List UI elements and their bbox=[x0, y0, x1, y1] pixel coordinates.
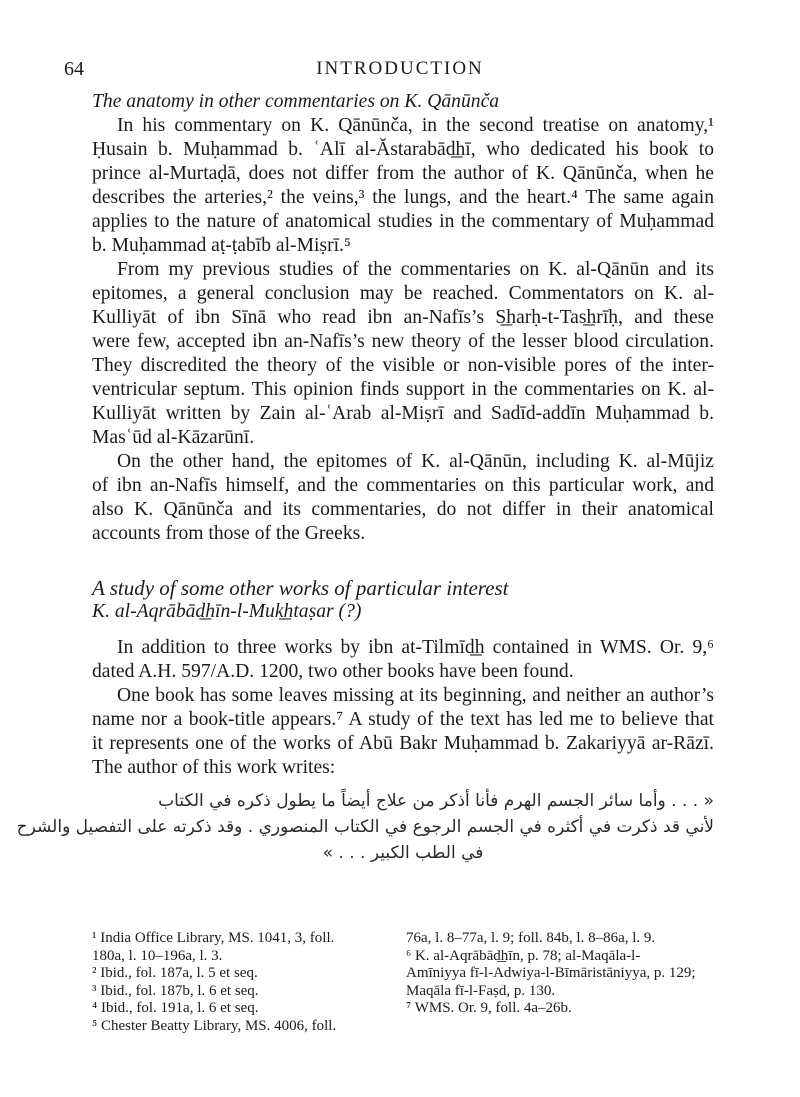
text-line: also K. Qānūnča and its commentaries, do not differ in their anatomical bbox=[92, 499, 714, 520]
arabic-line: في الطب الكبير . . . » bbox=[322, 843, 484, 863]
text-line: dated A.H. 597/A.D. 1200, two other books have been found. bbox=[92, 661, 574, 682]
text-line: Ḥusain b. Muḥammad b. ʿAlī al-Ăstarabād͟hī, who dedicated his book to bbox=[92, 139, 714, 160]
arabic-quotation bbox=[16, 788, 714, 866]
footnote-2: ² Ibid., fol. 187a, l. 5 et seq. bbox=[92, 965, 258, 982]
footnote-3: ³ Ibid., fol. 187b, l. 6 et seq. bbox=[92, 982, 259, 999]
body-text bbox=[16, 90, 714, 866]
paragraph-5 bbox=[92, 684, 714, 780]
text-line: Masʿūd al-Kāzarūnī. bbox=[92, 427, 255, 448]
footnote-6-cont: Maqāla fī-l-Faṣd, p. 130. bbox=[406, 982, 556, 999]
text-line: epitomes, a general conclusion may be reached. Commentators on K. al- bbox=[92, 283, 714, 304]
footnote-5-cont: 76a, l. 8–77a, l. 9; foll. 84b, l. 8–86a, l. 9. bbox=[406, 930, 656, 946]
text-line: name nor a book-title appears.⁷ A study of the text has led me to believe that bbox=[92, 709, 714, 730]
page-number: 64 bbox=[64, 58, 84, 80]
text-line: applies to the nature of anatomical studies in the commentary of Muḥammad bbox=[92, 211, 714, 232]
footnotes-left-column bbox=[92, 930, 392, 1036]
text-line: They discredited the theory of the visible or non-visible pores of the inter- bbox=[92, 355, 714, 376]
text-line: ventricular septum. This opinion finds support in the commentaries on K. al- bbox=[92, 379, 714, 400]
footnote-1: ¹ India Office Library, MS. 1041, 3, foll. bbox=[92, 930, 335, 946]
footnote-7: ⁷ WMS. Or. 9, foll. 4a–26b. bbox=[406, 1000, 572, 1017]
text-line: accounts from those of the Greeks. bbox=[92, 523, 366, 544]
text-line: b. Muḥammad aṭ-ṭabīb al-Miṣrī.⁵ bbox=[92, 235, 351, 256]
footnote-6-cont: Amīniyya fī-l-Adwiya-l-Bīmāristāniyya, p. 129; bbox=[406, 965, 696, 982]
text-line: On the other hand, the epitomes of K. al-Qānūn, including K. al-Mūjiz bbox=[117, 451, 714, 472]
paragraph-1 bbox=[92, 114, 714, 258]
text-line: prince al-Murtaḍā, does not differ from the author of K. Qānūnča, when he bbox=[92, 163, 714, 184]
text-line: From my previous studies of the commentaries on K. al-Qānūn and its bbox=[117, 259, 714, 280]
arabic-line: لأني قد ذكرت في أكثره في الجسم الرجوع في الكتاب المنصوري . وقد ذكرته على التفصيل والشرح bbox=[16, 817, 714, 837]
text-line: One book has some leaves missing at its beginning, and neither an author’s bbox=[117, 685, 714, 706]
text-line: In addition to three works by ibn at-Tilmīd͟h contained in WMS. Or. 9,⁶ bbox=[117, 637, 714, 658]
text-line: The author of this work writes: bbox=[92, 757, 336, 778]
text-line: it represents one of the works of Abū Bakr Muḥammad b. Zakariyyā ar-Rāzī. bbox=[92, 733, 714, 754]
text-line: describes the arteries,² the veins,³ the lungs, and the heart.⁴ The same again bbox=[92, 187, 714, 208]
footnote-6: ⁶ K. al-Aqrābād͟hīn, p. 78; al-Maqāla-l- bbox=[406, 947, 641, 964]
footnote-4: ⁴ Ibid., fol. 191a, l. 6 et seq. bbox=[92, 1000, 259, 1017]
text-line: of ibn an-Nafīs himself, and the commentaries on this particular work, and bbox=[92, 475, 714, 496]
text-line: were few, accepted ibn an-Nafīs’s new theory of the lesser blood circulation. bbox=[92, 331, 714, 352]
footnote-1-cont: 180a, l. 10–196a, l. 3. bbox=[92, 947, 223, 964]
text-line: In his commentary on K. Qānūnča, in the second treatise on anatomy,¹ bbox=[117, 115, 714, 136]
arabic-line: « . . . وأما سائر الجسم الهرم فأنا أذكر من علاج أيضاً ما يطول ذكره في الكتاب bbox=[158, 791, 714, 811]
paragraph-3 bbox=[92, 450, 714, 546]
text-line: Kulliyāt of ibn Sīnā who read ibn an-Nafīs’s S͟harḥ-t-Tas͟hrīḥ, and these bbox=[92, 307, 714, 328]
page-header bbox=[64, 58, 736, 84]
running-head: INTRODUCTION bbox=[316, 58, 484, 79]
section-heading: A study of some other works of particular interest bbox=[92, 576, 509, 600]
footnotes-right-column bbox=[406, 930, 706, 1018]
text-line: Kulliyāt written by Zain al-ʿArab al-Miṣrī and Sadīd-addīn Muḥammad b. bbox=[92, 403, 714, 424]
footnote-5: ⁵ Chester Beatty Library, MS. 4006, foll. bbox=[92, 1017, 337, 1034]
subsection-heading: K. al-Aqrābād͟hīn-l-Muk͟htaṣar (?) bbox=[92, 601, 362, 622]
paragraph-2 bbox=[92, 258, 714, 450]
section-heading: The anatomy in other commentaries on K. Qānūnča bbox=[92, 91, 500, 112]
paragraph-4 bbox=[92, 636, 714, 684]
